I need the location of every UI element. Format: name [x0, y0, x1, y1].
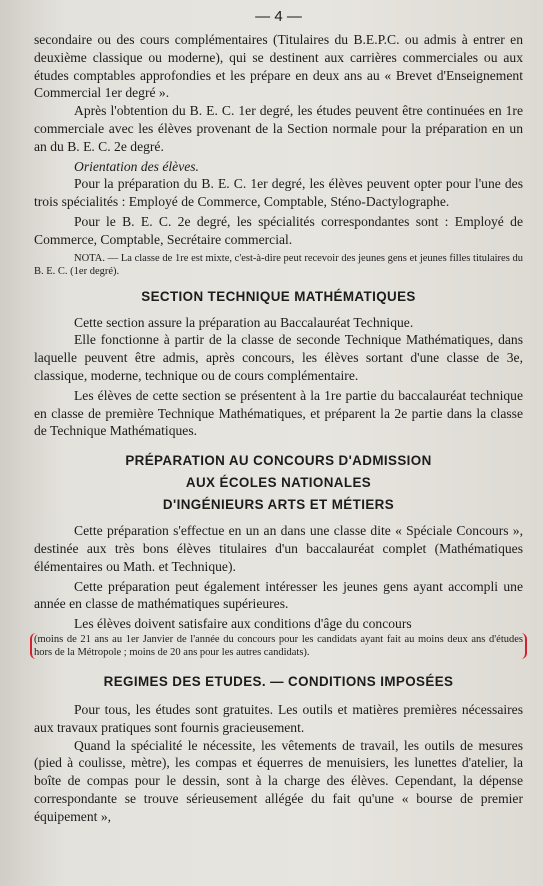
subheading-orientation: Orientation des élèves. [74, 158, 199, 174]
page-number: — 4 — [255, 8, 302, 25]
paragraph-bec2-specialties: Pour le B. E. C. 2e degré, les spécialités correspondantes sont : Employé de Commerce, Comptable, Secrétaire commercial. [34, 213, 523, 247]
paragraph-speciale-concours: Cette préparation s'effectue en un an dans une classe dite « Spéciale Concours », destinée aux très bons élèves titulaires d'un baccalauréat complet (Mathématiques élémentaires ou Math. et Technique). [34, 523, 523, 574]
highlighted-age-note: (moins de 21 ans au 1er Janvier de l'année du concours pour les candidats ayant fait au moins deux ans d'études hors de la Métropole ; moins de 20 ans pour les autres candidats). [30, 633, 527, 659]
heading-line-1: PRÉPARATION AU CONCOURS D'ADMISSION [125, 453, 432, 469]
heading-preparation-concours [34, 450, 523, 516]
heading-section-technique: SECTION TECHNIQUE MATHÉMATIQUES [141, 288, 416, 304]
heading-regimes-etudes: REGIMES DES ETUDES. — CONDITIONS IMPOSÉES [103, 673, 454, 689]
paragraph-bac-technique: Cette section assure la préparation au Baccalauréat Technique. [74, 314, 414, 330]
note-mixed-class: NOTA. — La classe de 1re est mixte, c'est-à-dire peut recevoir des jeunes gens et jeunes filles titulaires du B. E. C. (1er degré). [34, 252, 523, 277]
paragraph-bec-continuation: Après l'obtention du B. E. C. 1er degré, les études peuvent être continuées en 1re commerciale avec les élèves provenant de la Section normale pour la préparation en un an du B. E. C. 2e degré. [34, 103, 523, 154]
paragraph-bec1-specialties: Pour la préparation du B. E. C. 1er degré, les élèves peuvent opter pour l'une des trois spécialités : Employé de Commerce, Comptable, Sténo-Dactylographe. [34, 176, 523, 210]
paragraph-premiere-partie: Les élèves de cette section se présentent à la 1re partie du baccalauréat technique en classe de première Technique Mathématiques, et préparent la 2e partie dans la classe de Technique Mathématiques. [34, 387, 523, 439]
paragraph-age-conditions: Les élèves doivent satisfaire aux conditions d'âge du concours [74, 616, 412, 632]
heading-line-3: D'INGÉNIEURS ARTS ET MÉTIERS [162, 497, 395, 513]
paragraph-intro-continued: secondaire ou des cours complémentaires (Titulaires du B.E.P.C. ou admis à entrer en deuxième classique ou moderne), qui se destinent aux carrières commerciales ou aux études comptables approfondies et les prépare en deux ans au « Brevet d'Enseignement Commercial 1er degré ». [34, 32, 523, 101]
heading-line-2: AUX ÉCOLES NATIONALES [185, 475, 372, 491]
paragraph-gratuites: Pour tous, les études sont gratuites. Les outils et matières premières nécessaires aux travaux pratiques sont fournis gracieusement. [34, 701, 523, 735]
paragraph-maths-sup: Cette préparation peut également intéresser les jeunes gens ayant accompli une année en classe de mathématiques supérieures. [34, 578, 523, 612]
paragraph-seconde-technique: Elle fonctionne à partir de la classe de seconde Technique Mathématiques, dans laquelle peuvent être admis, après concours, les élèves sortant d'une classe de 3e, classique, moderne, technique ou de cours complémentaire. [34, 332, 523, 383]
paragraph-equipement: Quand la spécialité le nécessite, les vêtements de travail, les outils de mesures (pied à coulisse, mètre), les compas et équerres de menuisiers, les lunettes d'atelier, la boîte de compas pour le dessin, sont à la charge des élèves. Cependant, la dépense correspondante se trouve sérieusement allégée du fait qu'une « bourse de premier équipement », [34, 737, 523, 824]
